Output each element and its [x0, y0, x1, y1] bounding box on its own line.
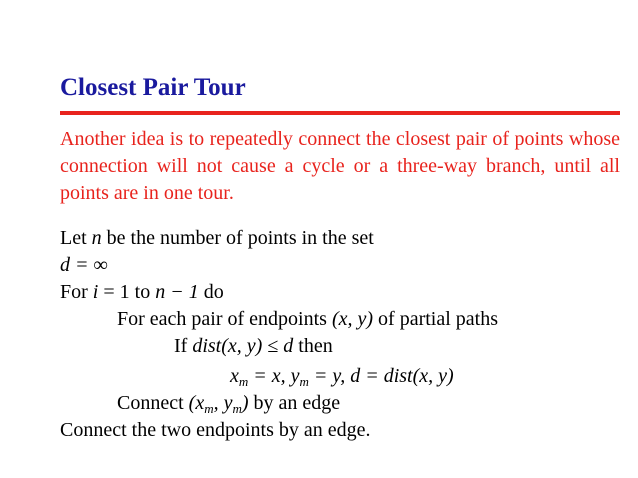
var-i: i [92, 281, 99, 303]
for-each-text: For each pair of endpoints [117, 308, 332, 330]
algorithm-line-for-each [117, 307, 498, 331]
title-underline [60, 111, 620, 115]
kw-for: For [60, 281, 93, 303]
expr-n-minus-one: n − 1 [155, 281, 199, 303]
partial-paths-text: of partial paths [373, 308, 498, 330]
by-edge-text: by an edge [248, 392, 341, 414]
kw-do: do [198, 281, 224, 303]
expr-xy: (x, y) [331, 308, 374, 330]
expr-dist-le-d: dist(x, y) ≤ d [192, 335, 294, 357]
algorithm-line-if [174, 334, 333, 358]
kw-if: If [174, 335, 193, 357]
var-n: n [91, 227, 102, 249]
let-text-rest: be the number of points in the set [101, 227, 374, 249]
slide-title: Closest Pair Tour [60, 74, 246, 101]
algorithm-line-connect [117, 391, 340, 415]
eq-one: = 1 [98, 281, 130, 303]
kw-then: then [293, 335, 333, 357]
intro-paragraph: Another idea is to repeatedly connect the closest pair of points whose connection will not cause a cycle or a three-way branch, until all points are in one tour. [60, 128, 620, 204]
let-text: Let [60, 227, 92, 249]
algorithm-line-final: Connect the two endpoints by an edge. [60, 419, 371, 441]
algorithm-line-let [60, 226, 374, 250]
algorithm-line-assign: $x_m = x$, $y_m = y$, d = dist(x, y) [230, 365, 454, 389]
connect-text: Connect [117, 392, 189, 414]
kw-to: to [129, 281, 156, 303]
algorithm-line-init-d: d = ∞ [60, 254, 108, 276]
expr-xm-ym: ($x_m$, $y_m$) [188, 392, 249, 416]
algorithm-line-for-i [60, 280, 224, 304]
